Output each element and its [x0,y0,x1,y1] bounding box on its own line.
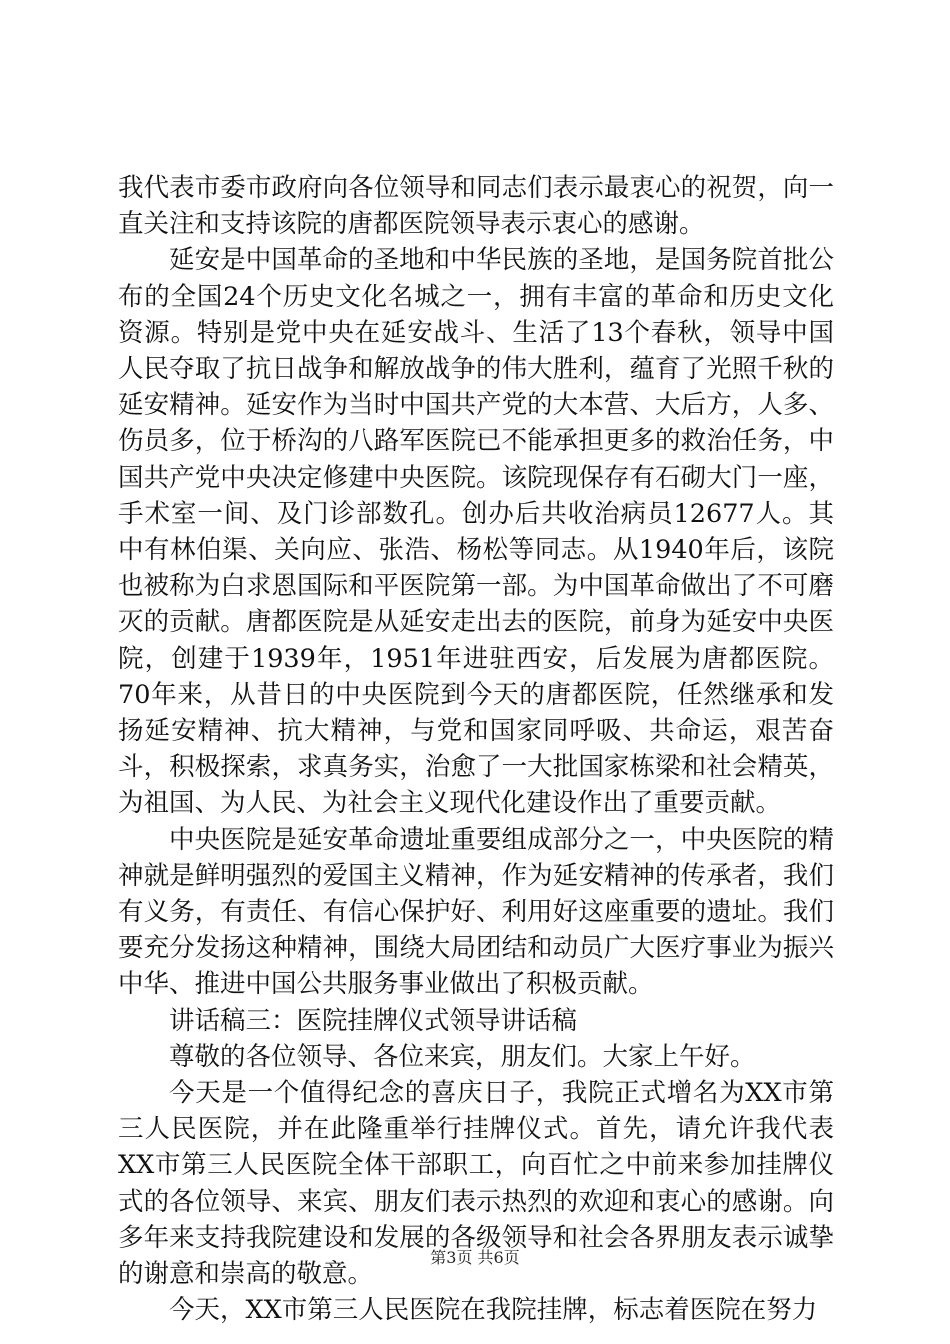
paragraph-central-hospital-spirit: 中央医院是延安革命遗址重要组成部分之一，中央医院的精神就是鲜明强烈的爱国主义精神，作为延安精神的传承者，我们有义务，有责任、有信心保护好、利用好这座重要的遗址。我们要充分发扬这种精神，围绕大局团结和动员广大医疗事业为振兴中华、推进中国公共服务事业做出了积极贡献。 [118,824,834,1000]
page-number-footer: 第3页 共6页 [430,1248,520,1267]
paragraph-greeting: 尊敬的各位领导、各位来宾，朋友们。大家上午好。 [169,1041,756,1072]
paragraph-ceremony-opening: 今天是一个值得纪念的喜庆日子，我院正式增名为XX市第三人民医院，并在此隆重举行挂牌仪式。首先，请允许我代表XX市第三人民医院全体干部职工，向百忙之中前来参加挂牌仪式的各位领导、来宾、朋友们表示热烈的欢迎和衷心的感谢。向多年来支持我院建设和发展的各级领导和社会各界朋友表示诚挚的谢意和崇高的敬意。 [118,1078,834,1290]
section-heading-speech-three: 讲话稿三：医院挂牌仪式领导讲话稿 [169,1005,578,1036]
paragraph-plaque-significance: 今天，XX市第三人民医院在我院挂牌，标志着医院在努力 [169,1295,818,1326]
paragraph-yanan-history: 延安是中国革命的圣地和中华民族的圣地，是国务院首批公布的全国24个历史文化名城之一，拥有丰富的革命和历史文化资源。特别是党中央在延安战斗、生活了13个春秋，领导中国人民夺取了抗日战争和解放战争的伟大胜利，蕴育了光照千秋的延安精神。延安作为当时中国共产党的大本营、大后方，人多、伤员多，位于桥沟的八路军医院已不能承担更多的救治任务，中国共产党中央决定修建中央医院。该院现保存有石砌大门一座，手术室一间、及门诊部数孔。创办后共收治病员12677人。其中有林伯渠、关向应、张浩、杨松等同志。从1940年后，该院也被称为白求恩国际和平医院第一部。为中国革命做出了不可磨灭的贡献。唐都医院是从延安走出去的医院，前身为延安中央医院，创建于1939年，1951年进驻西安，后发展为唐都医院。70年来，从昔日的中央医院到今天的唐都医院，任然继承和发扬延安精神、抗大精神，与党和国家同呼吸、共命运，艰苦奋斗，积极探索，求真务实，治愈了一大批国家栋梁和社会精英，为祖国、为人民、为社会主义现代化建设作出了重要贡献。 [118,245,834,819]
document-body [118,170,834,1329]
paragraph-congratulations: 我代表市委市政府向各位领导和同志们表示最衷心的祝贺，向一直关注和支持该院的唐都医院领导表示衷心的感谢。 [118,173,834,240]
